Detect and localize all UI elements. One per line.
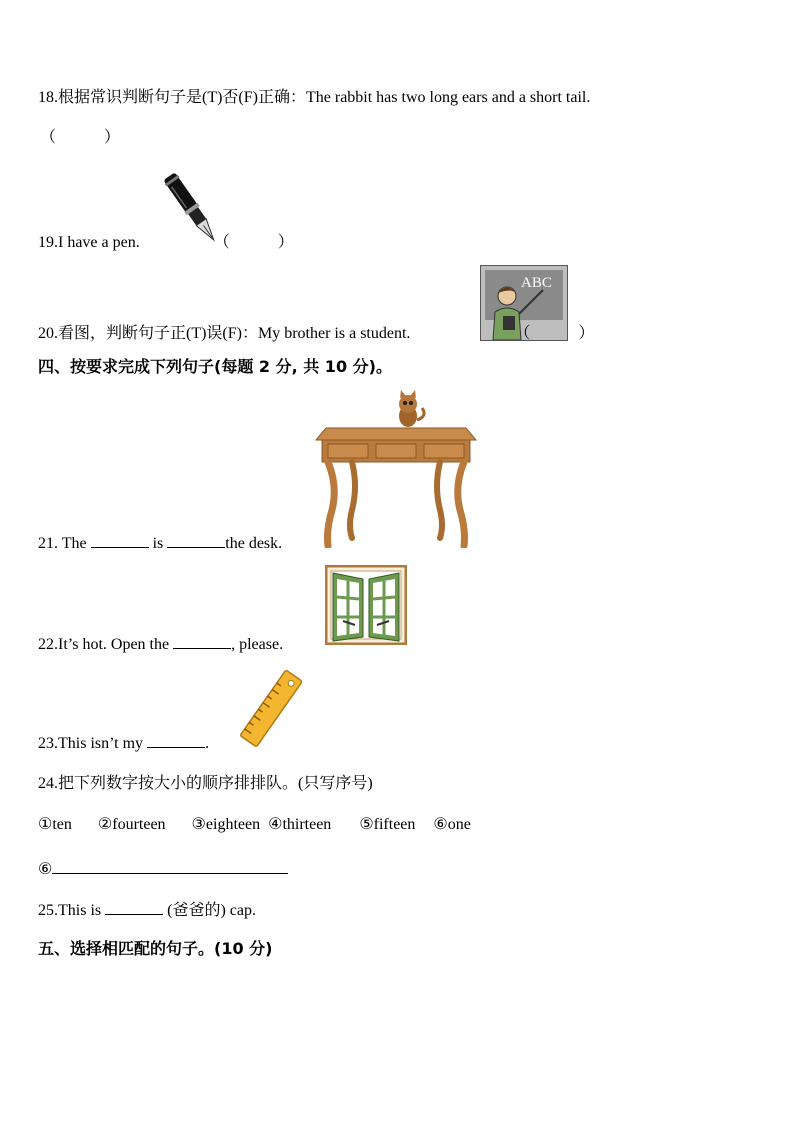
section-5-title: 五、选择相匹配的句子。(10 分) — [38, 939, 273, 958]
answer-paren-20[interactable]: （ ） — [514, 325, 595, 342]
answer-blank-21b[interactable] — [167, 531, 225, 548]
option-2: ②fourteen — [97, 816, 166, 833]
option-1: ①ten — [38, 816, 72, 833]
cat-on-desk-icon — [312, 390, 480, 548]
question-20-text: 20.看图，判断句子正(T)误(F)：My brother is a student. — [38, 325, 411, 342]
question-19 — [38, 233, 294, 253]
section-4-title: 四、按要求完成下列句子(每题 2 分, 共 10 分)。 — [38, 357, 392, 376]
option-4: ④thirteen — [268, 816, 332, 833]
answer-blank-25[interactable] — [105, 898, 163, 915]
question-18-text: 18.根据常识判断句子是(T)否(F)正确：The rabbit has two long ears and a short tail. — [38, 89, 591, 106]
option-3: ③eighteen — [191, 816, 261, 833]
question-24-text: 24.把下列数字按大小的顺序排排队。(只写序号) — [38, 775, 373, 792]
answer-blank-21a[interactable] — [91, 531, 149, 548]
question-25: 25.This is (爸爸的) cap. — [38, 898, 256, 921]
ruler-icon — [236, 668, 308, 750]
question-18 — [38, 88, 590, 108]
answer-blank-24[interactable] — [52, 857, 288, 874]
question-19-text: 19.I have a pen. — [38, 234, 140, 251]
question-22: 22.It’s hot. Open the , please. — [38, 632, 283, 655]
question-24-answer: ⑥ — [38, 857, 288, 880]
question-21: 21. The is the desk. — [38, 531, 282, 554]
board-text: ABC — [521, 275, 552, 291]
answer-paren-19[interactable]: （ ） — [213, 234, 294, 251]
open-window-icon — [325, 565, 407, 645]
question-24-options — [38, 815, 491, 835]
answer-blank-22[interactable] — [173, 632, 231, 649]
option-5: ⑤fifteen — [359, 816, 416, 833]
question-24 — [38, 774, 373, 794]
option-6: ⑥one — [433, 816, 471, 833]
question-20 — [38, 324, 594, 344]
answer-blank-23[interactable] — [147, 731, 205, 748]
question-23: 23.This isn’t my . — [38, 731, 209, 754]
answer-paren-18[interactable]: （ ） — [40, 129, 121, 146]
